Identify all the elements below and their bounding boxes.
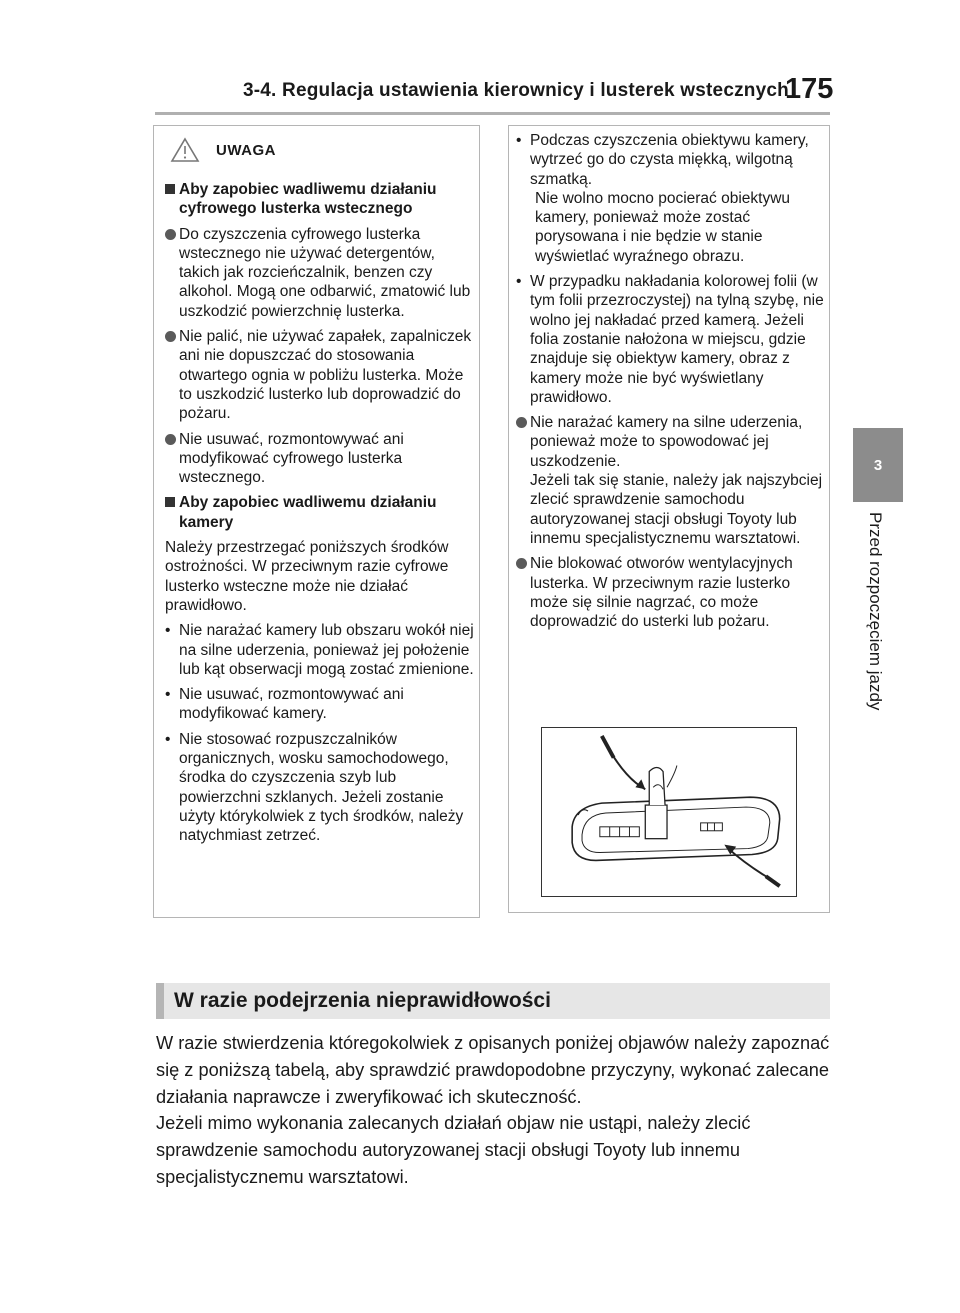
warning-bullet: • Nie narażać kamery lub obszaru wokół niej na silne uderzenia, ponieważ jej położenie lub kąt obserwacji mogą zostać zmienione. [165,622,474,678]
bullet-icon: • [516,132,522,149]
rear-view-mirror-drawing [542,728,796,896]
warning-item: Do czyszczenia cyfrowego lusterka wstecznego nie używać detergentów, takich jak rozcieńczalnik, benzen czy alkohol. Mogą one odbarwić, zmatowić lub uszkodzić powierzchnię lusterka. [165,225,475,321]
bullet-icon: • [516,273,522,291]
header-rule [155,112,830,115]
warning-item: Nie palić, nie używać zapałek, zapalniczek ani nie dopuszczać do stosowania otwartego ognia w pobliżu lusterka. Może to uszkodzić lusterko lub doprowadzić do pożaru. [165,327,475,423]
warning-bullet: • W przypadku nakładania kolorowej folii (w tym folii przezroczystej) na tylną szybę, nie wolno jej nakładać przed kamerą. Jeżeli folia zostanie nałożona w miejscu, gdzie znajduje się obiektyw kamery, obraz z kamery może nie być wyświetlany prawidłowo. [516,273,824,406]
warning-triangle-icon [170,137,200,163]
bullet-icon: • [165,686,171,704]
square-bullet-icon [165,497,175,507]
warning-item: Nie narażać kamery na silne uderzenia, ponieważ może to spowodować jej uszkodzenie. Jeżeli tak się stanie, należy jak najszybciej zlecić sprawdzenie samochodu autoryzowanej stacji obsługi Toyoty lub innemu specjalistycznemu warsztatowi. [516,413,828,548]
circle-bullet-icon [516,558,527,569]
chapter-number: 3 [873,456,883,474]
circle-bullet-icon [516,417,527,428]
section-banner-accent [156,983,164,1019]
circle-bullet-icon [165,229,176,240]
warning-column-right [516,131,828,637]
warning-bullet: • Nie stosować rozpuszczalników organicznych, wosku samochodowego, środka do czyszczenia szyb lub powierzchni szklanych. Jeżeli zostanie użyty którykolwiek z tych środków, należy natychmiast zetrzeć. [165,730,464,845]
warning-section-2-title: Aby zapobiec wadliwemu działaniu kamery [165,493,475,532]
chapter-label: Przed rozpoczęciem jazdy [866,512,885,711]
warning-bullet: • Podczas czyszczenia obiektywu kamery, wytrzeć go do czysta miękką, wilgotną szmatką. Nie wolno mocno pocierać obiektywu kamery, ponieważ może zostać porysowana i nie będzie w stanie wyświetlać wyraźnego obrazu. [516,131,828,266]
warning-item: Nie blokować otworów wentylacyjnych lusterka. W przeciwnym razie lusterko może się silnie nagrzać, co może doprowadzić do usterki lub pożaru. [516,554,828,631]
chapter-tab[interactable] [853,428,903,502]
warning-item: Nie usuwać, rozmontowywać ani modyfikować cyfrowego lusterka wstecznego. [165,430,475,488]
bullet-icon: • [165,622,171,640]
body-paragraph-1: W razie stwierdzenia któregokolwiek z opisanych poniżej objawów należy zapoznać się z poniższą tabelą, aby sprawdzić prawdopodobne przyczyny, wykonać zalecane działania naprawcze i zweryfikować ich skuteczność. [156,1033,830,1107]
warning-subtext: Jeżeli tak się stanie, należy jak najszybciej zlecić sprawdzenie samochodu autoryzowanej stacji obsługi Toyoty lub innemu specjalistycznemu warsztatowi. [530,472,823,547]
circle-bullet-icon [165,331,176,342]
warning-intro: Należy przestrzegać poniższych środków ostrożności. W przeciwnym razie cyfrowe lusterko wsteczne może nie działać prawidłowo. [165,539,449,614]
warning-column-left [165,180,475,852]
warning-section-1-title: Aby zapobiec wadliwemu działaniu cyfrowego lusterka wstecznego [165,180,475,219]
circle-bullet-icon [165,434,176,445]
square-bullet-icon [165,184,175,194]
warning-heading [170,137,276,163]
page-header-title: 3-4. Regulacja ustawienia kierownicy i lusterek wstecznych [243,80,789,101]
warning-bullet: • Nie usuwać, rozmontowywać ani modyfikować kamery. [165,686,404,723]
bullet-icon: • [165,730,171,748]
section-title: W razie podejrzenia nieprawidłowości [174,989,551,1012]
section-banner [156,983,830,1019]
warning-subtext: Nie wolno mocno pocierać obiektywu kamery, ponieważ może zostać porysowana i nie będzie w stanie wyświetlać wyraźnego obrazu. [535,189,791,265]
body-paragraph-2: Jeżeli mimo wykonania zalecanych działań objaw nie ustąpi, należy zlecić sprawdzenie samochodu autoryzowanej stacji obsługi Toyoty lub innemu specjalistycznemu warsztatowi. [156,1113,751,1187]
page-number: 175 [785,73,834,105]
mirror-illustration [541,727,797,897]
warning-label: UWAGA [216,141,276,159]
